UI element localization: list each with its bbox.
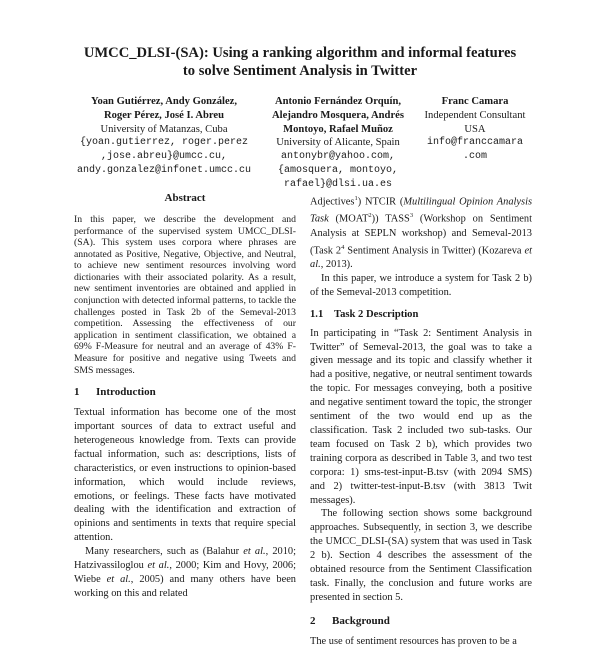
author-names: Roger Pérez, José I. Abreu xyxy=(103,109,225,121)
author-email: {amosquera, montoyo, xyxy=(277,164,399,176)
abstract-text: In this paper, we describe the development and performance of the supervised system UMCC_DLSI-(SA). This system uses corpora where phrases are annotated as Positive, Negative, Objective, and Neutral, to achieve new sentiment resources involving word dictionaries with their associated polarity. As a result, new sentiment inventories are obtained and applied in conjunction with detected informal patterns, to tackle the challenges posted in Task 2b of the Semeval-2013 competition. Assessing the effectiveness of our application in sentiment classification, we obtained a 69% F-Measure for neutral and an average of 43% F-Measure for positive and negative using Tweets and SMS messages. xyxy=(74,213,296,376)
background-paragraph-1: The use of sentiment resources has proven to be a xyxy=(310,635,517,647)
paper-title xyxy=(60,44,540,80)
author-names: Franc Camara xyxy=(441,96,509,107)
title-line-1: UMCC_DLSI-(SA): Using a ranking algorithm and informal features xyxy=(83,45,517,61)
author-affiliation: Independent Consultant xyxy=(424,109,526,121)
author-names: Alejandro Mosquera, Andrés xyxy=(272,109,404,121)
intro-task-paragraph: In this paper, we introduce a system for Task 2 b) of the Semeval-2013 competition. xyxy=(310,272,532,298)
intro-paragraph-1: Textual information has become one of the most important sources of data to extract useful and heterogeneous knowledge from. Texts can provide factual information, such as: descriptions, lists of characteristics, or even instructions to opinion-based information, which would include reviews, emotions, or feelings. These facts have motivated dealing with the identification and extraction of opinions and sentiments in texts that require special attention. xyxy=(74,407,296,544)
title-line-2: to solve Sentiment Analysis in Twitter xyxy=(182,63,418,79)
author-affiliation: University of Alicante, Spain xyxy=(276,137,400,149)
left-column xyxy=(74,192,296,601)
author-affiliation: University of Matanzas, Cuba xyxy=(100,123,228,135)
author-block-alicante xyxy=(258,95,418,192)
author-affiliation: USA xyxy=(464,123,486,135)
section-number: 2 xyxy=(310,614,316,627)
author-email: antonybr@yahoo.com, xyxy=(280,151,396,163)
author-email: .com xyxy=(462,151,487,163)
section-heading-introduction xyxy=(74,386,296,400)
section-heading-background xyxy=(310,615,532,629)
right-column xyxy=(310,192,532,649)
section-title: Introduction xyxy=(96,386,156,399)
author-block-independent xyxy=(405,95,545,164)
author-block-matanzas xyxy=(64,95,264,178)
author-email: rafael}@dlsi.ua.es xyxy=(283,178,393,190)
author-names: Antonio Fernández Orquín, xyxy=(274,96,402,107)
section-number: 1 xyxy=(74,386,80,399)
abstract-heading: Abstract xyxy=(164,192,206,204)
intro-continuation: Adjectives$^1$) NTCIR (Multilingual Opinion Analysis Task (MOAT$^2$)) TASS$^3$ (Workshop on Sentiment Analysis at SEPLN workshop) and Semeval-2013 (Task $2^4$ Sentiment Analysis in Twitter) (Kozareva et al., 2013). xyxy=(310,195,532,271)
task2-paragraph-2: The following section shows some background approaches. Subsequently, in section 3, we describe the UMCC_DLSI-(SA) system that was used in Task 2 b). Section 4 describes the assessment of the obtained resource from the Sentiment Classification task. Finally, the conclusion and future works are presented in section 5. xyxy=(310,508,532,603)
subsection-number: 1.1 xyxy=(310,308,324,320)
task2-paragraph-1: In participating in “Task 2: Sentiment Analysis in Twitter” of Semeval-2013, the goal was to take a given message and its topic and classify whether it had a positive, negative, or neutral sentiment towards the topic. For messages conveying, both a positive and negative sentiment toward the topic, the stronger sentiment of the two would end up as the classification. Task 2 included two sub-tasks. Our team focused on Task 2 b), which provides two training corpora as described in Table 3, and two test corpora: 1) sms-test-input-B.tsv (with 2094 SMS) and 2) twitter-test-input-B.tsv (with 3813 Twit messages). xyxy=(310,327,532,506)
author-names: Montoyo, Rafael Muñoz xyxy=(283,123,393,135)
author-names: Yoan Gutiérrez, Andy González, xyxy=(90,96,238,107)
subsection-heading-task2 xyxy=(310,308,532,322)
subsection-title: Task 2 Description xyxy=(334,308,419,320)
author-email: {yoan.gutierrez, roger.perez xyxy=(79,137,249,149)
section-title: Background xyxy=(332,614,390,627)
intro-paragraph-2: Many researchers, such as (Balahur et al., 2010; Hatzivassiloglou et al., 2000; Kim and Hovy, 2006; Wiebe et al., 2005) and many others have been working on this and related xyxy=(74,546,297,599)
author-email: ,jose.abreu}@umcc.cu, xyxy=(100,151,228,163)
author-email: andy.gonzalez@infonet.umcc.cu xyxy=(76,164,252,176)
author-email: info@franccamara xyxy=(426,137,523,149)
